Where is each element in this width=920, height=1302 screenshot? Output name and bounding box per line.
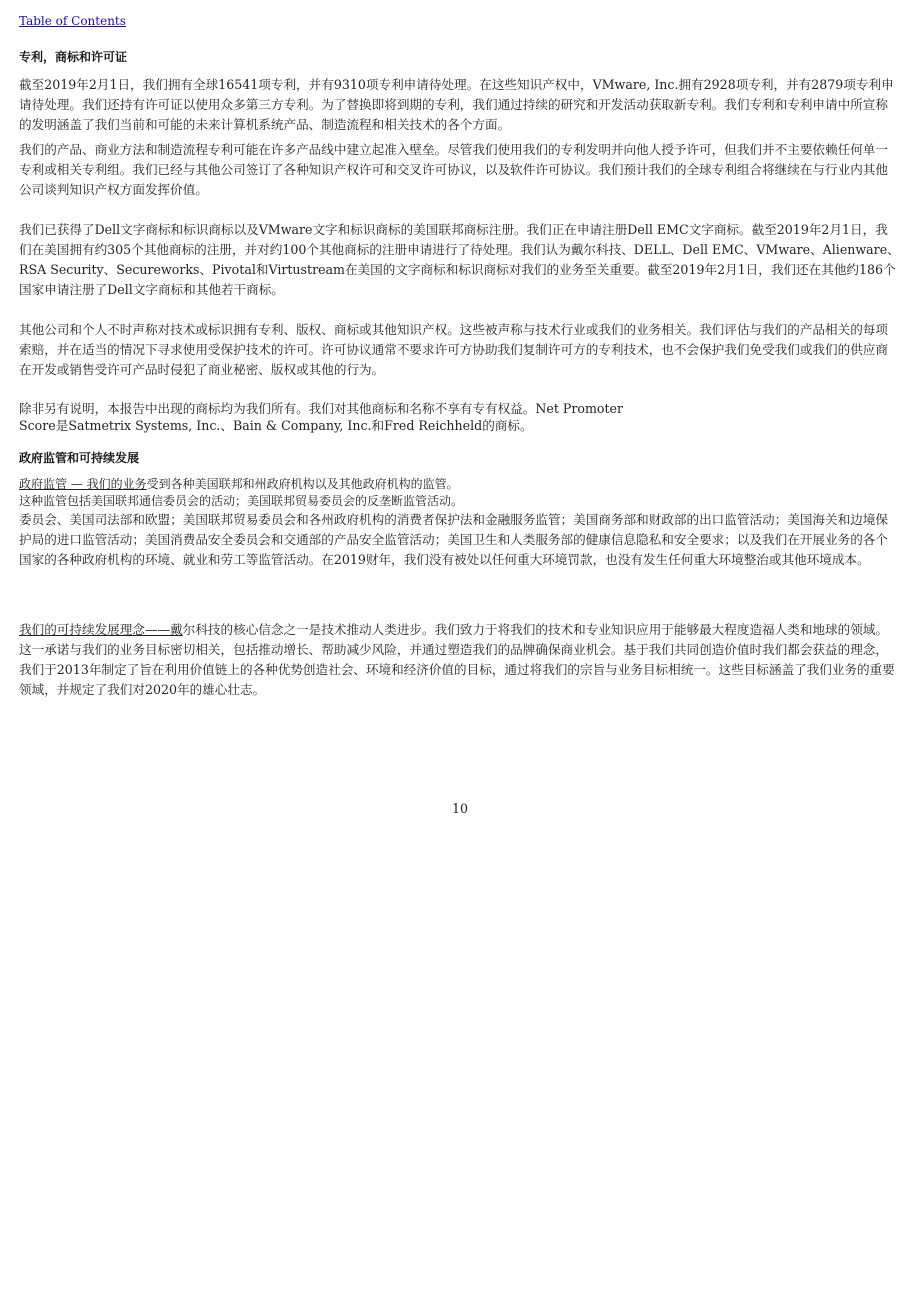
paragraph-trademarks: 我们已获得了Dell文字商标和标识商标以及VMware文字和标识商标的美国联邦商标注册。我们正在申请注册Dell EMC文字商标。截至2019年2月1日，我们在美国拥有约305个其他商标的注册，并对约100个其他商标的注册申请进行了待处理。我们认为戴尔科技、DELL、Dell EMC、VMware、Alienware、RSA Security、Secureworks、Pivotal和Virtustream在美国的文字商标和标识商标对我们的业务至关重要。截至2019年2月1日，我们还在其他约186个国家申请注册了Dell文字商标和其他若干商标。 <box>19 222 900 297</box>
regulation-block <box>19 476 900 570</box>
regulation-title: 政府监管 — 我们的业务 <box>19 477 147 491</box>
paragraph-patent-barriers: 我们的产品、商业方法和制造流程专利可能在许多产品线中建立起准入壁垒。尽管我们使用我们的专利发明并向他人授予许可，但我们并不主要依赖任何单一专利或相关专利组。我们已经与其他公司签订了各种知识产权许可和交叉许可协议，以及软件许可协议。我们预计我们的全球专利组合将继续在与行业内其他公司谈判知识产权方面发挥价值。 <box>19 142 888 197</box>
trademark-notice-line1: 除非另有说明，本报告中出现的商标均为我们所有。我们对其他商标和名称不享有专有权益。Net Promoter <box>19 401 624 416</box>
regulation-line1 <box>19 476 900 493</box>
table-of-contents-link[interactable]: Table of Contents <box>19 14 126 28</box>
regulation-line2: 这种监管包括美国联邦通信委员会的活动；美国联邦贸易委员会的反垄断监管活动。 <box>19 494 464 508</box>
regulation-paragraph: 委员会、美国司法部和欧盟；美国联邦贸易委员会和各州政府机构的消费者保护法和金融服务监管；美国商务部和财政部的出口监管活动；美国海关和边境保护局的进口监管活动；美国消费品安全委员会和交通部的产品安全监管活动；美国卫生和人类服务部的健康信息隐私和安全要求；以及我们在开展业务的各个国家的各种政府机构的环境、就业和劳工等监管活动。在2019财年，我们没有被处以任何重大环境罚款，也没有发生任何重大环境整治或其他环境成本。 <box>19 512 888 567</box>
page-number: 10 <box>451 801 469 816</box>
paragraph-trademark-notice <box>19 400 900 434</box>
regulation-line1-text: 受到各种美国联邦和州政府机构以及其他政府机构的监管。 <box>146 477 459 491</box>
sustainability-title: 我们的可持续发展理念——戴 <box>19 622 183 637</box>
sustainability-text: 尔科技的核心信念之一是技术推动人类进步。我们致力于将我们的技术和专业知识应用于能够最大程度造福人类和地球的领域。这一承诺与我们的业务目标密切相关，包括推动增长、帮助减少风险，并通过塑造我们的品牌确保商业机会。基于我们共同创造价值时我们都会获益的理念，我们于2013年制定了旨在利用价值链上的各种优势创造社会、环境和经济价值的目标，通过将我们的宗旨与业务目标相统一。这些目标涵盖了我们业务的重要领域，并规定了我们对2020年的雄心壮志。 <box>19 622 895 697</box>
trademark-notice-line2: Score是Satmetrix Systems, Inc.、Bain & Company, Inc.和Fred Reichheld的商标。 <box>19 418 533 433</box>
paragraph-sustainability <box>19 620 900 700</box>
paragraph-ip-claims: 其他公司和个人不时声称对技术或标识拥有专利、版权、商标或其他知识产权。这些被声称与技术行业或我们的业务相关。我们评估与我们的产品相关的每项索赔，并在适当的情况下寻求使用受保护技术的许可。许可协议通常不要求许可方协助我们复制许可方的专利技术，也不会保护我们免受我们或我们的供应商在开发或销售受许可产品时侵犯了商业秘密、版权或其他的行为。 <box>19 322 888 377</box>
heading-government-regulation-sustainability: 政府监管和可持续发展 <box>19 451 140 465</box>
paragraph-patents: 截至2019年2月1日，我们拥有全球16541项专利，并有9310项专利申请待处理。在这些知识产权中，VMware, Inc.拥有2928项专利，并有2879项专利申请待处理。我们还持有许可证以使用众多第三方专利。为了替换即将到期的专利，我们通过持续的研究和开发活动获取新专利。我们专利和专利申请中所宣称的发明涵盖了我们当前和可能的未来计算机系统产品、制造流程和相关技术的各个方面。 <box>19 77 894 132</box>
heading-patents-trademarks-licenses: 专利，商标和许可证 <box>19 50 128 64</box>
